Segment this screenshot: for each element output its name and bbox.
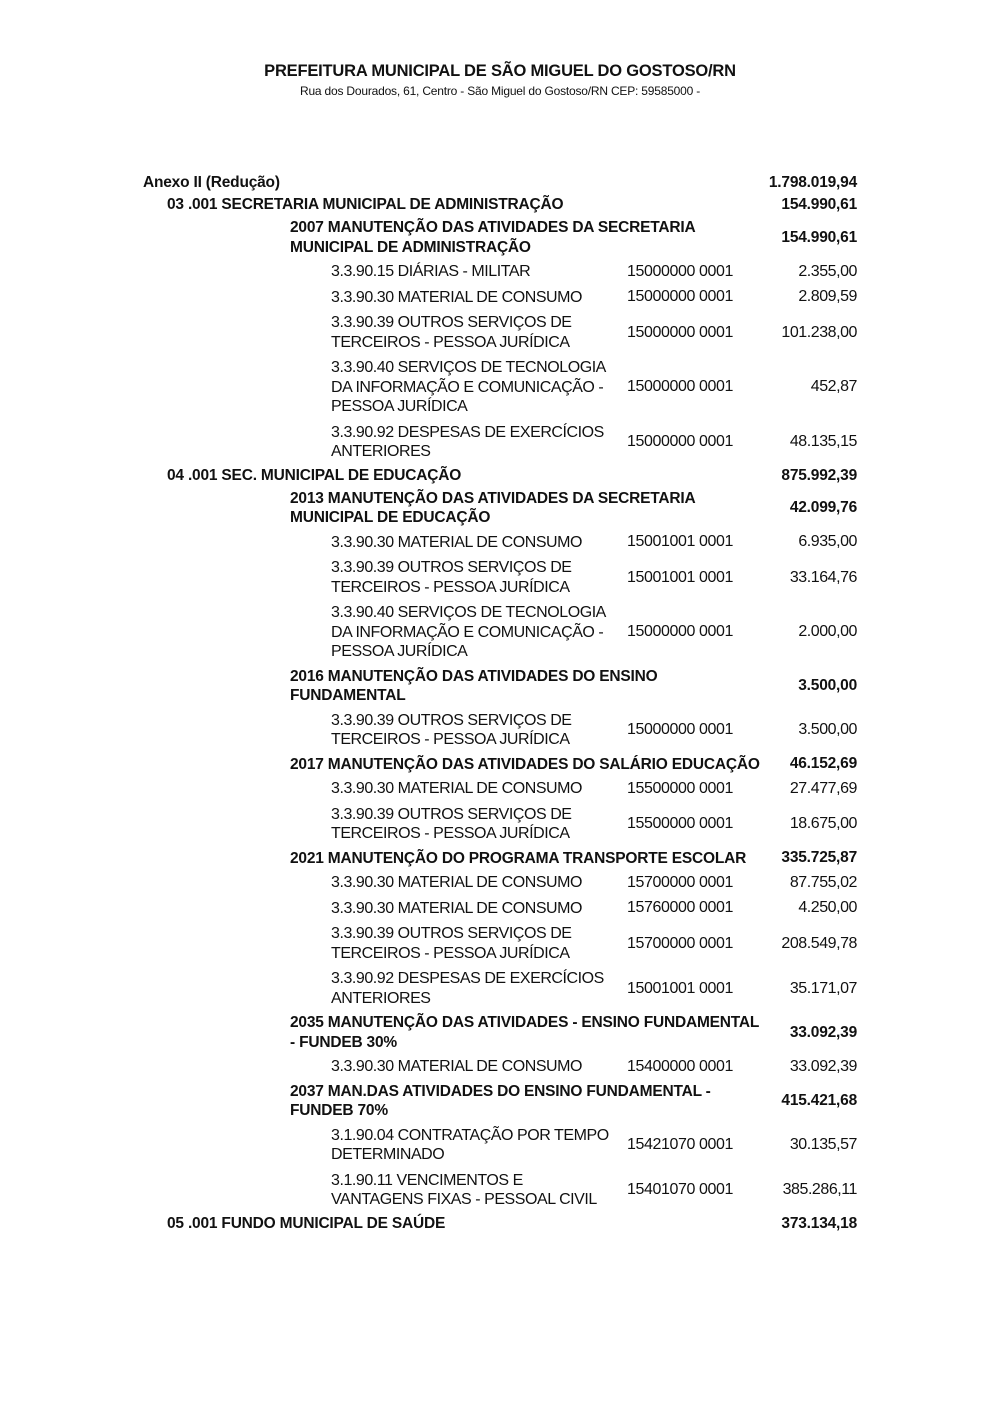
row-value: 33.164,76 [789, 568, 857, 586]
row-description: 2035 MANUTENÇÃO DAS ATIVIDADES - ENSINO FUNDAMENTAL - FUNDEB 30% [290, 1014, 759, 1051]
expense-item-row [0, 776, 1000, 802]
expense-item-row [0, 355, 1000, 420]
row-value: 2.355,00 [798, 262, 857, 280]
row-source-code: 15700000 0001 [627, 873, 734, 891]
action-row [0, 847, 1000, 871]
expense-item-row [0, 259, 1000, 285]
row-value: 3.500,00 [798, 721, 857, 738]
row-description: 2016 MANUTENÇÃO DAS ATIVIDADES DO ENSINO FUNDAMENTAL [290, 667, 658, 704]
organ-row [0, 465, 1000, 487]
row-value: 154.990,61 [781, 228, 857, 246]
expense-item-row [0, 285, 1000, 311]
row-value: 46.152,69 [789, 755, 857, 773]
row-value: 2.000,00 [798, 623, 857, 641]
row-source-code: 15000000 0001 [627, 288, 734, 306]
row-source-code: 15000000 0001 [627, 262, 734, 280]
row-value: 335.725,87 [781, 849, 857, 867]
expense-item-row [0, 1054, 1000, 1080]
row-source-code: 15000000 0001 [627, 433, 734, 450]
row-description: 05 .001 FUNDO MUNICIPAL DE SAÚDE [167, 1214, 446, 1232]
row-source-code: 15001001 0001 [627, 533, 734, 551]
address-line: Rua dos Dourados, 61, Centro - São Miguel do Gostoso/RN CEP: 59585000 - [299, 84, 701, 98]
row-description: 2021 MANUTENÇÃO DO PROGRAMA TRANSPORTE ESCOLAR [290, 849, 747, 867]
expense-item-row [0, 600, 1000, 665]
row-value: 385.286,11 [782, 1181, 857, 1198]
row-description: 3.3.90.39 OUTROS SERVIÇOS DE TERCEIROS - PESSOA JURÍDICA [331, 711, 572, 748]
annex-total-row [0, 172, 1000, 194]
row-value: 18.675,00 [789, 815, 857, 832]
action-row [0, 487, 1000, 530]
row-value: 33.092,39 [789, 1023, 857, 1041]
row-description: 3.3.90.40 SERVIÇOS DE TECNOLOGIA DA INFORMAÇÃO E COMUNICAÇÃO - PESSOA JURÍDICA [331, 604, 606, 660]
row-source-code: 15400000 0001 [627, 1057, 734, 1075]
row-description: 3.1.90.04 CONTRATAÇÃO POR TEMPO DETERMINADO [331, 1126, 609, 1163]
row-description: 2017 MANUTENÇÃO DAS ATIVIDADES DO SALÁRIO EDUCAÇÃO [290, 755, 760, 773]
row-value: 2.809,59 [798, 288, 857, 306]
expense-item-row [0, 870, 1000, 896]
expense-item-row [0, 1123, 1000, 1168]
row-description: 2037 MAN.DAS ATIVIDADES DO ENSINO FUNDAMENTAL - FUNDEB 70% [290, 1082, 711, 1119]
row-source-code: 15000000 0001 [627, 721, 734, 738]
expense-item-row [0, 420, 1000, 465]
row-value: 35.171,07 [789, 979, 857, 997]
row-description: 3.3.90.30 MATERIAL DE CONSUMO [331, 780, 583, 797]
expense-item-row [0, 921, 1000, 966]
row-value: 373.134,18 [781, 1214, 857, 1232]
row-value: 42.099,76 [789, 499, 857, 516]
row-description: 3.3.90.30 MATERIAL DE CONSUMO [331, 533, 583, 551]
row-description: 3.1.90.11 VENCIMENTOS E VANTAGENS FIXAS - PESSOAL CIVIL [331, 1171, 597, 1208]
row-value: 4.250,00 [798, 899, 857, 917]
expense-item-row [0, 310, 1000, 355]
row-value: 48.135,15 [789, 433, 857, 450]
row-description: 04 .001 SEC. MUNICIPAL DE EDUCAÇÃO [167, 466, 462, 484]
row-description: 3.3.90.40 SERVIÇOS DE TECNOLOGIA DA INFORMAÇÃO E COMUNICAÇÃO - PESSOA JURÍDICA [331, 359, 606, 415]
row-description: 2007 MANUTENÇÃO DAS ATIVIDADES DA SECRETARIA MUNICIPAL DE ADMINISTRAÇÃO [290, 219, 695, 256]
row-value: 154.990,61 [781, 196, 857, 213]
row-source-code: 15760000 0001 [627, 899, 734, 917]
action-row [0, 216, 1000, 259]
expense-item-row [0, 966, 1000, 1011]
expense-item-row [0, 802, 1000, 847]
expense-item-row [0, 555, 1000, 600]
organ-row [0, 194, 1000, 216]
row-source-code: 15000000 0001 [627, 378, 734, 396]
row-description: 3.3.90.30 MATERIAL DE CONSUMO [331, 899, 583, 917]
row-description: 3.3.90.39 OUTROS SERVIÇOS DE TERCEIROS - PESSOA JURÍDICA [331, 559, 572, 596]
row-value: 101.238,00 [781, 323, 857, 341]
row-value: 208.549,78 [781, 934, 857, 952]
row-value: 27.477,69 [789, 779, 857, 797]
action-row [0, 1011, 1000, 1054]
row-value: 3.500,00 [798, 677, 857, 694]
row-value: 30.135,57 [789, 1136, 857, 1153]
row-description: 3.3.90.30 MATERIAL DE CONSUMO [331, 1058, 583, 1075]
row-description: Anexo II (Redução) [143, 174, 280, 191]
action-row [0, 665, 1000, 708]
row-source-code: 15700000 0001 [627, 934, 734, 952]
action-row [0, 753, 1000, 777]
row-description: 03 .001 SECRETARIA MUNICIPAL DE ADMINISTRAÇÃO [167, 196, 564, 213]
row-source-code: 15001001 0001 [627, 979, 734, 997]
expense-item-row [0, 708, 1000, 753]
row-description: 3.3.90.30 MATERIAL DE CONSUMO [331, 874, 583, 891]
page-title: PREFEITURA MUNICIPAL DE SÃO MIGUEL DO GOSTOSO/RN [264, 62, 736, 80]
row-description: 3.3.90.39 OUTROS SERVIÇOS DE TERCEIROS - PESSOA JURÍDICA [331, 925, 572, 962]
organ-row [0, 1213, 1000, 1235]
row-source-code: 15421070 0001 [627, 1136, 734, 1153]
row-source-code: 15001001 0001 [627, 568, 734, 586]
row-value: 33.092,39 [789, 1057, 857, 1075]
budget-reduction-table [0, 172, 1000, 1235]
row-value: 452,87 [810, 378, 857, 396]
row-source-code: 15000000 0001 [627, 323, 734, 341]
row-description: 3.3.90.39 OUTROS SERVIÇOS DE TERCEIROS - PESSOA JURÍDICA [331, 805, 572, 842]
row-description: 3.3.90.92 DESPESAS DE EXERCÍCIOS ANTERIORES [331, 423, 604, 460]
row-description: 3.3.90.30 MATERIAL DE CONSUMO [331, 288, 583, 306]
row-value: 1.798.019,94 [768, 174, 857, 191]
action-row [0, 1080, 1000, 1123]
row-value: 875.992,39 [781, 466, 857, 484]
row-source-code: 15401070 0001 [627, 1181, 734, 1198]
expense-item-row [0, 896, 1000, 922]
row-description: 3.3.90.39 OUTROS SERVIÇOS DE TERCEIROS - PESSOA JURÍDICA [331, 314, 572, 351]
row-value: 87.755,02 [789, 873, 857, 891]
row-description: 2013 MANUTENÇÃO DAS ATIVIDADES DA SECRETARIA MUNICIPAL DE EDUCAÇÃO [290, 489, 695, 526]
row-source-code: 15000000 0001 [627, 623, 734, 641]
expense-item-row [0, 530, 1000, 556]
expense-item-row [0, 1168, 1000, 1213]
row-description: 3.3.90.92 DESPESAS DE EXERCÍCIOS ANTERIORES [331, 970, 604, 1007]
row-source-code: 15500000 0001 [627, 779, 734, 797]
row-value: 415.421,68 [781, 1092, 857, 1109]
row-source-code: 15500000 0001 [627, 815, 734, 832]
row-value: 6.935,00 [798, 533, 857, 551]
row-description: 3.3.90.15 DIÁRIAS - MILITAR [331, 263, 531, 280]
